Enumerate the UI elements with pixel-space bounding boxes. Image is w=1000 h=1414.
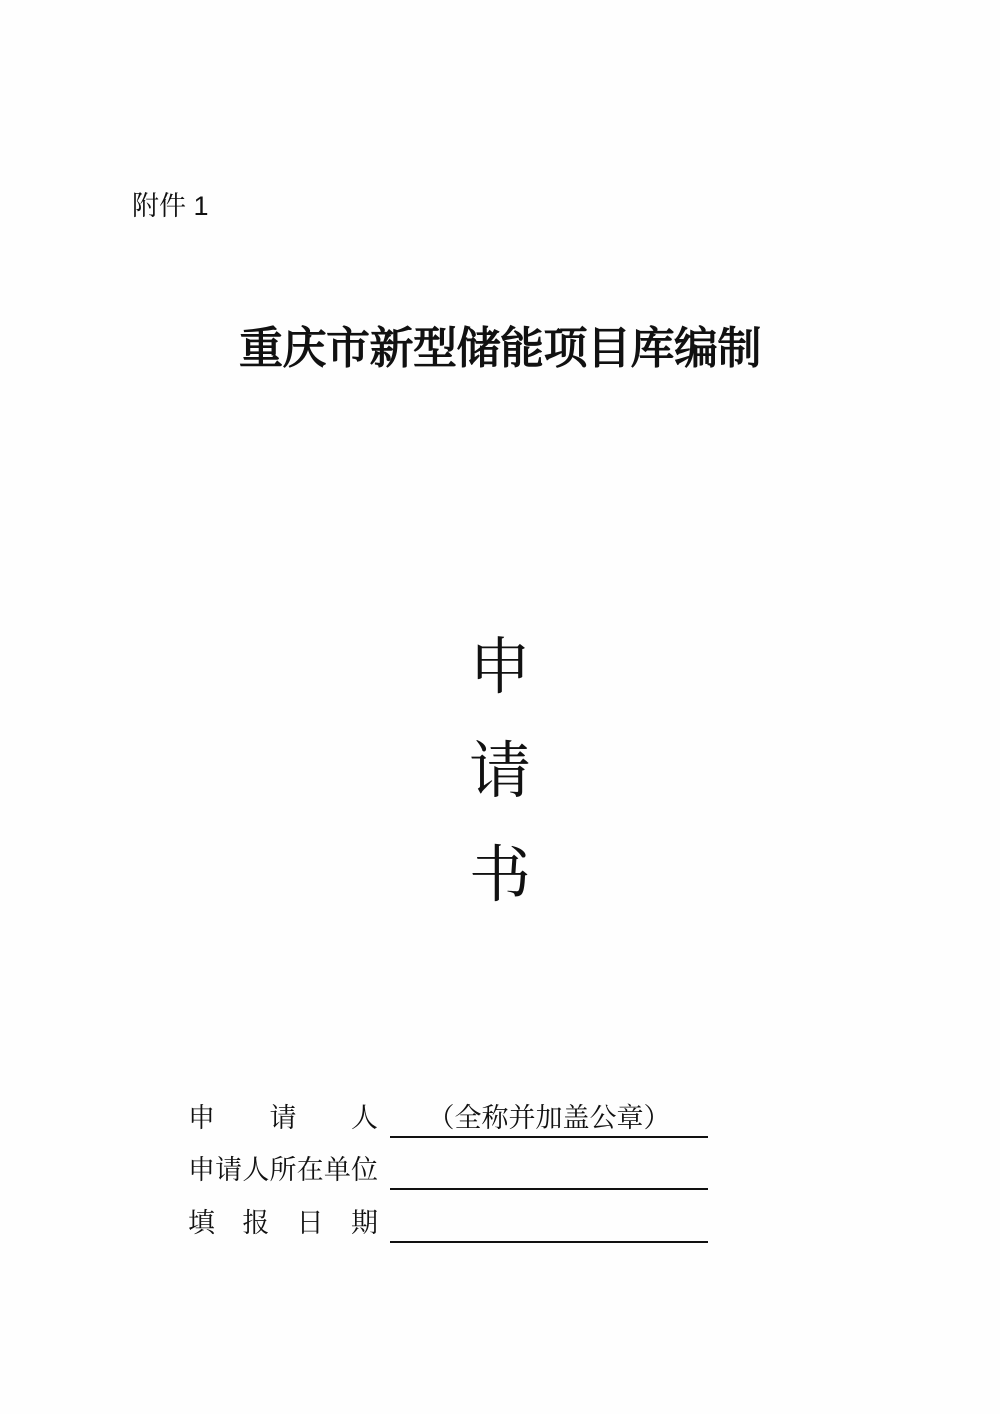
subject-char-shen: 申 xyxy=(468,633,531,702)
applicant-fill-line: （全称并加盖公章） xyxy=(390,1098,708,1138)
organization-label: 申请人所在单位 xyxy=(188,1155,378,1185)
attachment-label: 附件 1 xyxy=(132,191,209,221)
subject-char-shu: 书 xyxy=(468,841,531,910)
applicant-label: 申请人 xyxy=(188,1103,378,1133)
form-row-applicant xyxy=(188,1098,708,1138)
form-row-filing-date xyxy=(188,1203,708,1243)
organization-fill-line xyxy=(390,1150,708,1190)
document-subject xyxy=(0,616,1000,928)
filing-date-label: 填报日期 xyxy=(188,1208,378,1238)
filing-date-fill-line xyxy=(390,1203,708,1243)
form-row-organization xyxy=(188,1150,708,1190)
subject-char-qing: 请 xyxy=(468,737,531,806)
document-title: 重庆市新型储能项目库编制 xyxy=(239,324,761,373)
